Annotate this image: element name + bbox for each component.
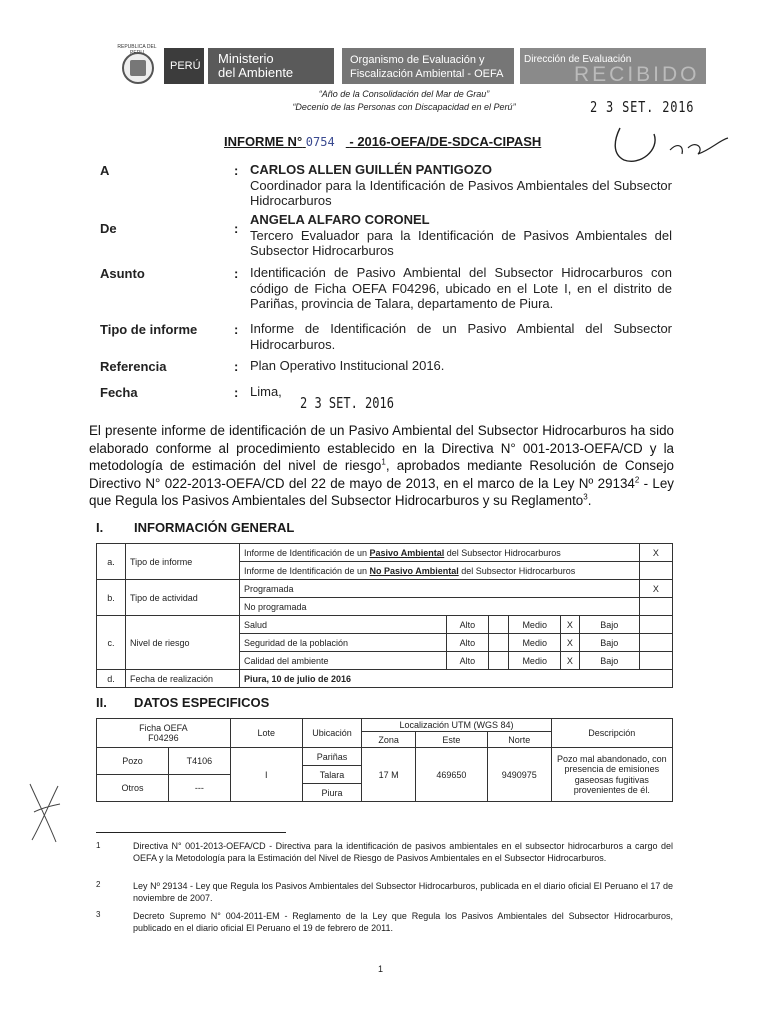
intro-paragraph (89, 422, 674, 510)
footnote-ref-2: 2 (634, 475, 640, 485)
risk-category: Calidad del ambiente (239, 652, 446, 670)
risk-bajo: Bajo (579, 616, 639, 634)
risk-medio: Medio (509, 634, 561, 652)
header-agency-block (342, 48, 514, 84)
table-row (97, 748, 673, 766)
motto-2: “Decenio de las Personas con Discapacidad en el Perú” (292, 102, 516, 112)
row-letter: b. (97, 580, 126, 616)
header-peru-block (164, 48, 204, 84)
field-tipo-label: Tipo de informe (100, 322, 198, 337)
colon: : (234, 385, 239, 400)
head-norte: Norte (487, 732, 551, 748)
motto-1: “Año de la Consolidación del Mar de Grau” (318, 89, 490, 99)
head-descripcion: Descripción (551, 719, 672, 748)
footnote-text: Decreto Supremo N° 004-2011-EM - Reglamento de la Ley que Regula los Pasivos Ambientales del Subsector Hidrocarburos, publicado en el diario oficial El Peruano el 19 de febrero de 2011. (133, 911, 673, 933)
shield-emblem-icon (122, 52, 154, 84)
title-number: 0754 (305, 135, 335, 149)
page-number: 1 (378, 964, 384, 974)
stamp-date: 2 3 SET. 2016 (590, 98, 695, 116)
risk-alto: Alto (447, 616, 488, 634)
cell-option: Informe de Identificación de un Pasivo Ambiental del Subsector Hidrocarburos (239, 544, 639, 562)
footnote-number: 3 (96, 910, 101, 919)
para-part-2: , aprobados mediante Resolución de Consejo Directivo N° 022-2013-OEFA/CD del 22 de mayo de 2013, en el marco de la Ley Nº 29134 (89, 458, 674, 491)
head-zona: Zona (362, 732, 415, 748)
colon: : (234, 221, 239, 236)
para-part-3: - Ley que Regula los Pasivos Ambientales del Subsector Hidrocarburos y su Reglamento (89, 475, 674, 508)
cell-mark (639, 598, 672, 616)
footnote-text: Directiva N° 001-2013-OEFA/CD - Directiva para la identificación de pasivos ambientales en el subsector hidrocarburos a cargo del OEFA y la Metodología para la Estimación del Nivel de Riesgo de Pasivos Ambientales en el Subsector Hidrocarburos. (133, 841, 673, 863)
para-part-1: El presente informe de identificación de un Pasivo Ambiental del Subsector Hidrocarburos ha sido elaborado conforme al procedimiento establecido en la Directiva N° 001-2013-OEFA/CD y la metodología de estimación del nivel de riesgo (89, 423, 674, 473)
peru-shield-logo (114, 44, 160, 88)
header-country: PERÚ (170, 60, 201, 72)
section2-number: II. (96, 695, 107, 710)
table-row (97, 670, 673, 688)
cell-zona: 17 M (362, 748, 415, 802)
risk-category: Seguridad de la población (239, 634, 446, 652)
header-direction: Dirección de Evaluación (524, 54, 632, 65)
footnote-text: Ley Nº 29134 - Ley que Regula los Pasivos Ambientales del Subsector Hidrocarburos, publicada en el diario oficial El Peruano el 17 de noviembre de 2007. (133, 881, 673, 903)
head-este: Este (415, 732, 487, 748)
section1-number: I. (96, 520, 104, 535)
header-ministry-line2: del Ambiente (218, 65, 294, 80)
risk-alto: Alto (447, 634, 488, 652)
row-letter: c. (97, 616, 126, 670)
field-ref-label: Referencia (100, 359, 167, 374)
header-ministry-line1: Ministerio (218, 51, 274, 66)
cell-mark: X (639, 580, 672, 598)
cell-mark (639, 562, 672, 580)
field-a-name: CARLOS ALLEN GUILLÉN PANTIGOZO (250, 162, 492, 177)
table-row (97, 719, 673, 732)
row-label: Fecha de realización (126, 670, 240, 688)
field-de-role: Tercero Evaluador para la Identificación de Pasivos Ambientales del Subsector Hidrocarburos (250, 227, 672, 258)
row-label: Tipo de actividad (126, 580, 240, 616)
table-row (97, 544, 673, 562)
risk-category: Salud (239, 616, 446, 634)
risk-mark: X (561, 616, 580, 634)
colon: : (234, 163, 239, 178)
cell-pozo: Pozo (97, 748, 169, 775)
row-letter: a. (97, 544, 126, 580)
colon: : (234, 359, 239, 374)
margin-x-mark (26, 782, 66, 844)
header-agency-line2: Fiscalización Ambiental - OEFA (350, 68, 504, 80)
risk-medio: Medio (509, 652, 561, 670)
head-ficha: Ficha OEFA F04296 (97, 719, 231, 748)
received-stamp: RECIBIDO (574, 63, 700, 86)
risk-alto: Alto (447, 652, 488, 670)
section2-title: DATOS ESPECIFICOS (134, 695, 270, 710)
shield-text: REPUBLICA DEL (117, 44, 157, 50)
field-de-label: De (100, 221, 117, 236)
colon: : (234, 266, 239, 281)
cell-ubicacion: Talara (302, 766, 362, 784)
table-row (97, 580, 673, 598)
row-letter: d. (97, 670, 126, 688)
cell-lote: I (230, 748, 302, 802)
footnote-ref-3: 3 (583, 492, 588, 502)
head-lote: Lote (230, 719, 302, 748)
cell-norte: 9490975 (487, 748, 551, 802)
cell-option: Informe de Identificación de un No Pasivo Ambiental del Subsector Hidrocarburos (239, 562, 639, 580)
header-ministry-block (208, 48, 334, 84)
row-label: Nivel de riesgo (126, 616, 240, 670)
risk-bajo: Bajo (579, 652, 639, 670)
cell-pozo-code: T4106 (169, 748, 231, 775)
field-fecha-value: Lima, (250, 384, 282, 399)
cell-option: Programada (239, 580, 639, 598)
field-ref-value: Plan Operativo Institucional 2016. (250, 358, 445, 373)
risk-mark: X (561, 652, 580, 670)
cell-option: No programada (239, 598, 639, 616)
general-info-table (96, 543, 673, 688)
cell-ubicacion: Pariñas (302, 748, 362, 766)
table-row (97, 616, 673, 634)
date-value: Piura, 10 de julio de 2016 (239, 670, 672, 688)
field-a-value (250, 162, 672, 209)
fecha-stamp: 2 3 SET. 2016 (300, 394, 394, 412)
field-fecha-label: Fecha (100, 385, 138, 400)
field-a-label: A (100, 163, 110, 178)
head-ubicacion: Ubicación (302, 719, 362, 748)
row-label: Tipo de informe (126, 544, 240, 580)
field-asunto-value: Identificación de Pasivo Ambiental del Subsector Hidrocarburos con código de Ficha OEFA F04296, ubicado en el Lote I, en el distrito de Pariñas, provincia de Talara, departamento de Piura. (250, 265, 672, 311)
cell-este: 469650 (415, 748, 487, 802)
report-title (224, 134, 541, 149)
risk-mark: X (561, 634, 580, 652)
specific-data-table (96, 718, 673, 802)
footnote-divider (96, 832, 286, 833)
cell-otros-code: --- (169, 775, 231, 802)
cell-mark: X (639, 544, 672, 562)
field-de-name: ANGELA ALFARO CORONEL (250, 212, 430, 227)
colon: : (234, 322, 239, 337)
footnote-number: 2 (96, 880, 101, 889)
footnote-ref-1: 1 (381, 457, 386, 467)
field-tipo-value: Informe de Identificación de un Pasivo Ambiental del Subsector Hidrocarburos. (250, 321, 672, 352)
risk-medio: Medio (509, 616, 561, 634)
risk-bajo: Bajo (579, 634, 639, 652)
title-prefix: INFORME N° (224, 134, 303, 149)
header-agency-line1: Organismo de Evaluación y (350, 54, 485, 66)
cell-descripcion: Pozo mal abandonado, con presencia de emisiones gaseosas fugitivas provenientes de él. (551, 748, 672, 802)
field-asunto-label: Asunto (100, 266, 145, 281)
field-a-role: Coordinador para la Identificación de Pasivos Ambientales del Subsector Hidrocarburos (250, 177, 672, 208)
section1-title: INFORMACIÓN GENERAL (134, 520, 295, 535)
para-part-4: . (587, 493, 592, 508)
footnote-number: 1 (96, 841, 101, 850)
cell-otros: Otros (97, 775, 169, 802)
field-de-value (250, 212, 672, 259)
head-utm: Localización UTM (WGS 84) (362, 719, 551, 732)
cell-ubicacion: Piura (302, 784, 362, 802)
title-suffix: - 2016-OEFA/DE-SDCA-CIPASH (349, 134, 542, 149)
